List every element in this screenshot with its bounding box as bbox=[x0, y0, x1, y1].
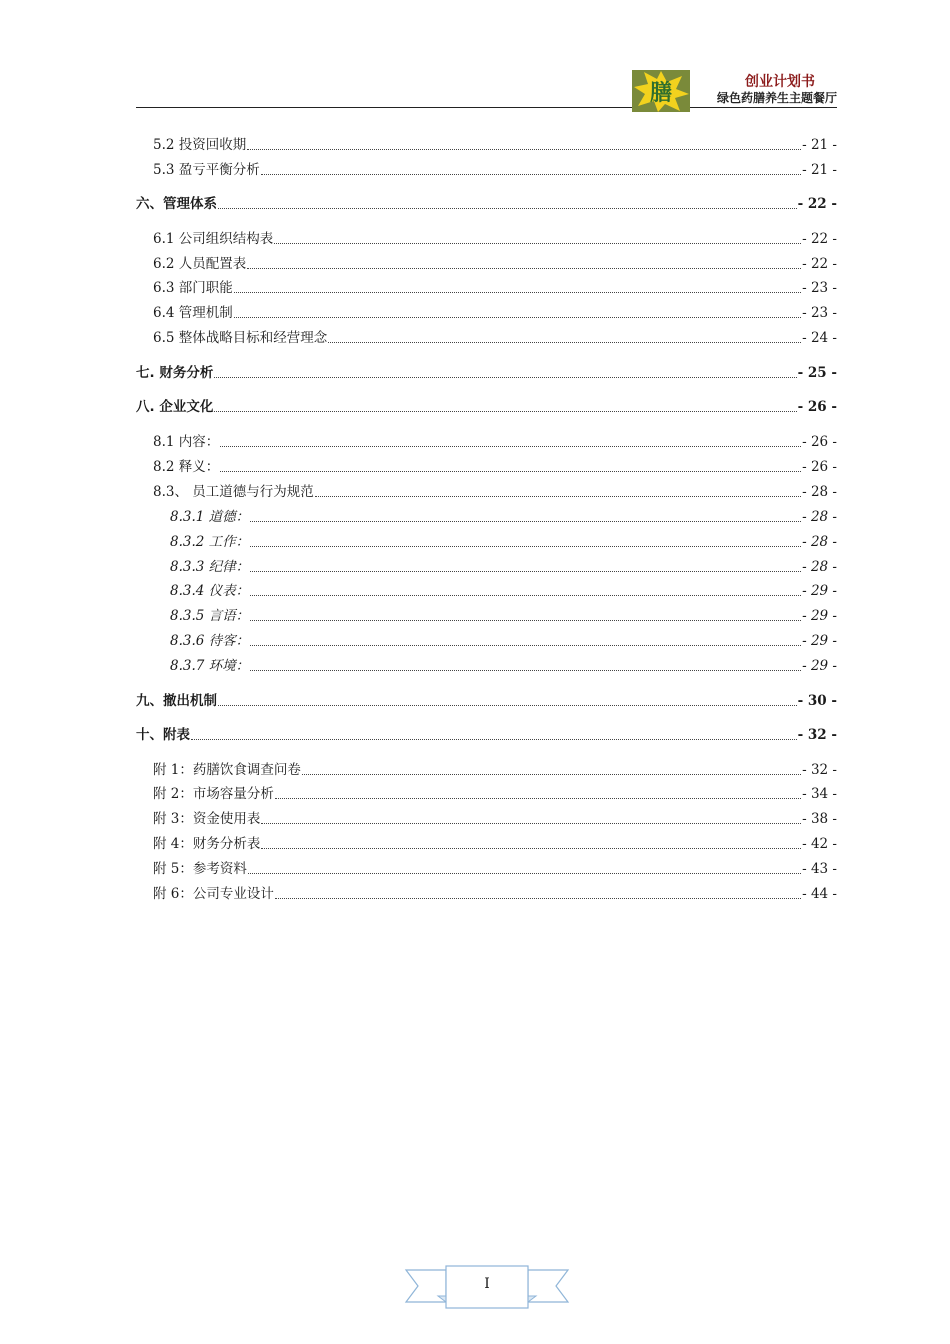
toc-leader-dots bbox=[250, 571, 801, 572]
toc-entry-page: - 22 - bbox=[802, 231, 837, 247]
header-title: 创业计划书 bbox=[745, 74, 815, 90]
toc-entry-page: - 21 - bbox=[802, 162, 837, 178]
toc-entry-title: 附 5：参考资料 bbox=[153, 861, 247, 877]
logo-icon bbox=[632, 70, 690, 112]
toc-entry[interactable] bbox=[136, 833, 837, 853]
toc-leader-dots bbox=[234, 292, 801, 293]
toc-leader-dots bbox=[261, 823, 801, 824]
toc-entry[interactable] bbox=[136, 783, 837, 803]
toc-leader-dots bbox=[218, 705, 797, 706]
toc-entry-page: - 28 - bbox=[802, 484, 837, 500]
toc-subentry[interactable] bbox=[136, 556, 837, 576]
toc-entry-page: - 32 - bbox=[802, 762, 837, 778]
toc-entry-title: 附 6：公司专业设计 bbox=[153, 886, 274, 902]
toc-subentry-page: - 29 - bbox=[802, 658, 837, 674]
toc-section[interactable] bbox=[136, 690, 837, 710]
toc-leader-dots bbox=[250, 595, 801, 596]
toc-subentry[interactable] bbox=[136, 531, 837, 551]
toc-entry[interactable] bbox=[136, 456, 837, 476]
toc-entry-title: 附 4：财务分析表 bbox=[153, 836, 261, 852]
toc-subentry-title: 8.3.5 言语： bbox=[170, 608, 250, 624]
toc-subentry-page: - 28 - bbox=[802, 559, 837, 575]
toc-leader-dots bbox=[191, 739, 797, 740]
page-header bbox=[136, 68, 837, 108]
toc-section-page: - 25 - bbox=[797, 365, 837, 381]
toc-entry-title: 6.1 公司组织结构表 bbox=[153, 231, 274, 247]
toc-section-page: - 32 - bbox=[797, 727, 837, 743]
toc-section-title: 十、附表 bbox=[136, 727, 190, 743]
toc-entry-page: - 26 - bbox=[802, 434, 837, 450]
toc-entry-page: - 43 - bbox=[802, 861, 837, 877]
toc-entry[interactable] bbox=[136, 759, 837, 779]
toc-entry-page: - 23 - bbox=[802, 280, 837, 296]
toc-entry-title: 8.3、 员工道德与行为规范 bbox=[153, 484, 314, 500]
toc-leader-dots bbox=[250, 670, 801, 671]
header-subtitle: 绿色药膳养生主题餐厅 bbox=[716, 91, 837, 105]
toc-section[interactable] bbox=[136, 396, 837, 416]
toc-leader-dots bbox=[250, 546, 801, 547]
toc-entry-title: 5.3 盈亏平衡分析 bbox=[153, 162, 260, 178]
toc-entry-title: 附 1：药膳饮食调查问卷 bbox=[153, 762, 301, 778]
toc-leader-dots bbox=[315, 496, 801, 497]
toc-leader-dots bbox=[248, 873, 801, 874]
toc-leader-dots bbox=[214, 377, 796, 378]
toc-subentry-title: 8.3.3 纪律： bbox=[170, 559, 250, 575]
toc-entry[interactable] bbox=[136, 302, 837, 322]
toc-subentry-page: - 28 - bbox=[802, 534, 837, 550]
toc-entry-page: - 23 - bbox=[802, 305, 837, 321]
toc-entry[interactable] bbox=[136, 883, 837, 903]
toc-subentry[interactable] bbox=[136, 655, 837, 675]
toc-leader-dots bbox=[247, 149, 801, 150]
toc-entry-page: - 24 - bbox=[802, 330, 837, 346]
toc-section-title: 七. 财务分析 bbox=[136, 365, 214, 381]
logo-text: 膳 bbox=[649, 80, 673, 106]
toc-entry-title: 6.3 部门职能 bbox=[153, 280, 233, 296]
toc-subentry[interactable] bbox=[136, 580, 837, 600]
toc-entry[interactable] bbox=[136, 228, 837, 248]
toc-section[interactable] bbox=[136, 724, 837, 744]
toc-subentry[interactable] bbox=[136, 506, 837, 526]
toc-entry[interactable] bbox=[136, 134, 837, 154]
toc-entry-title: 6.4 管理机制 bbox=[153, 305, 233, 321]
toc-section-page: - 30 - bbox=[797, 693, 837, 709]
toc-leader-dots bbox=[261, 848, 801, 849]
toc-entry[interactable] bbox=[136, 277, 837, 297]
toc-leader-dots bbox=[214, 411, 796, 412]
toc-subentry-title: 8.3.7 环境： bbox=[170, 658, 250, 674]
toc-entry-title: 6.2 人员配置表 bbox=[153, 256, 247, 272]
toc-leader-dots bbox=[220, 471, 801, 472]
toc-entry-page: - 44 - bbox=[802, 886, 837, 902]
toc-entry-title: 8.2 释义： bbox=[153, 459, 220, 475]
toc-entry-page: - 22 - bbox=[802, 256, 837, 272]
toc-subentry-page: - 28 - bbox=[802, 509, 837, 525]
toc-leader-dots bbox=[261, 174, 801, 175]
toc-subentry-page: - 29 - bbox=[802, 633, 837, 649]
toc-entry[interactable] bbox=[136, 858, 837, 878]
toc-entry-page: - 42 - bbox=[802, 836, 837, 852]
toc-leader-dots bbox=[234, 317, 801, 318]
toc-entry[interactable] bbox=[136, 327, 837, 347]
toc-entry-title: 8.1 内容： bbox=[153, 434, 220, 450]
toc-section-page: - 26 - bbox=[797, 399, 837, 415]
toc-subentry[interactable] bbox=[136, 630, 837, 650]
toc-subentry-title: 8.3.4 仪表： bbox=[170, 583, 250, 599]
toc-entry-page: - 34 - bbox=[802, 786, 837, 802]
toc-entry-title: 5.2 投资回收期 bbox=[153, 137, 247, 153]
toc-leader-dots bbox=[274, 243, 801, 244]
toc-subentry[interactable] bbox=[136, 605, 837, 625]
toc-entry-page: - 38 - bbox=[802, 811, 837, 827]
toc-entry-title: 附 2：市场容量分析 bbox=[153, 786, 274, 802]
toc-leader-dots bbox=[328, 342, 801, 343]
toc-section-title: 九、撤出机制 bbox=[136, 693, 217, 709]
toc-leader-dots bbox=[247, 268, 801, 269]
toc-section[interactable] bbox=[136, 193, 837, 213]
toc-section-title: 八. 企业文化 bbox=[136, 399, 214, 415]
toc-entry-page: - 26 - bbox=[802, 459, 837, 475]
toc-section-title: 六、管理体系 bbox=[136, 196, 217, 212]
page-footer bbox=[404, 1264, 570, 1312]
toc-entry-title: 6.5 整体战略目标和经营理念 bbox=[153, 330, 328, 346]
toc-entry-title: 附 3：资金使用表 bbox=[153, 811, 261, 827]
toc-leader-dots bbox=[275, 898, 801, 899]
toc-leader-dots bbox=[302, 774, 801, 775]
toc-entry[interactable] bbox=[136, 808, 837, 828]
toc-entry[interactable] bbox=[136, 481, 837, 501]
toc-subentry-page: - 29 - bbox=[802, 583, 837, 599]
toc-section-page: - 22 - bbox=[797, 196, 837, 212]
toc-entry-page: - 21 - bbox=[802, 137, 837, 153]
toc-subentry-title: 8.3.2 工作： bbox=[170, 534, 250, 550]
toc-leader-dots bbox=[218, 208, 797, 209]
toc-leader-dots bbox=[250, 521, 801, 522]
toc-leader-dots bbox=[250, 645, 801, 646]
page-number: I bbox=[484, 1276, 490, 1292]
toc-leader-dots bbox=[250, 620, 801, 621]
toc-leader-dots bbox=[275, 798, 801, 799]
toc-section[interactable] bbox=[136, 362, 837, 382]
toc-subentry-title: 8.3.6 待客： bbox=[170, 633, 250, 649]
toc-leader-dots bbox=[220, 446, 801, 447]
toc-entry[interactable] bbox=[136, 253, 837, 273]
toc-entry[interactable] bbox=[136, 159, 837, 179]
toc-entry[interactable] bbox=[136, 431, 837, 451]
toc-subentry-page: - 29 - bbox=[802, 608, 837, 624]
toc-subentry-title: 8.3.1 道德： bbox=[170, 509, 250, 525]
